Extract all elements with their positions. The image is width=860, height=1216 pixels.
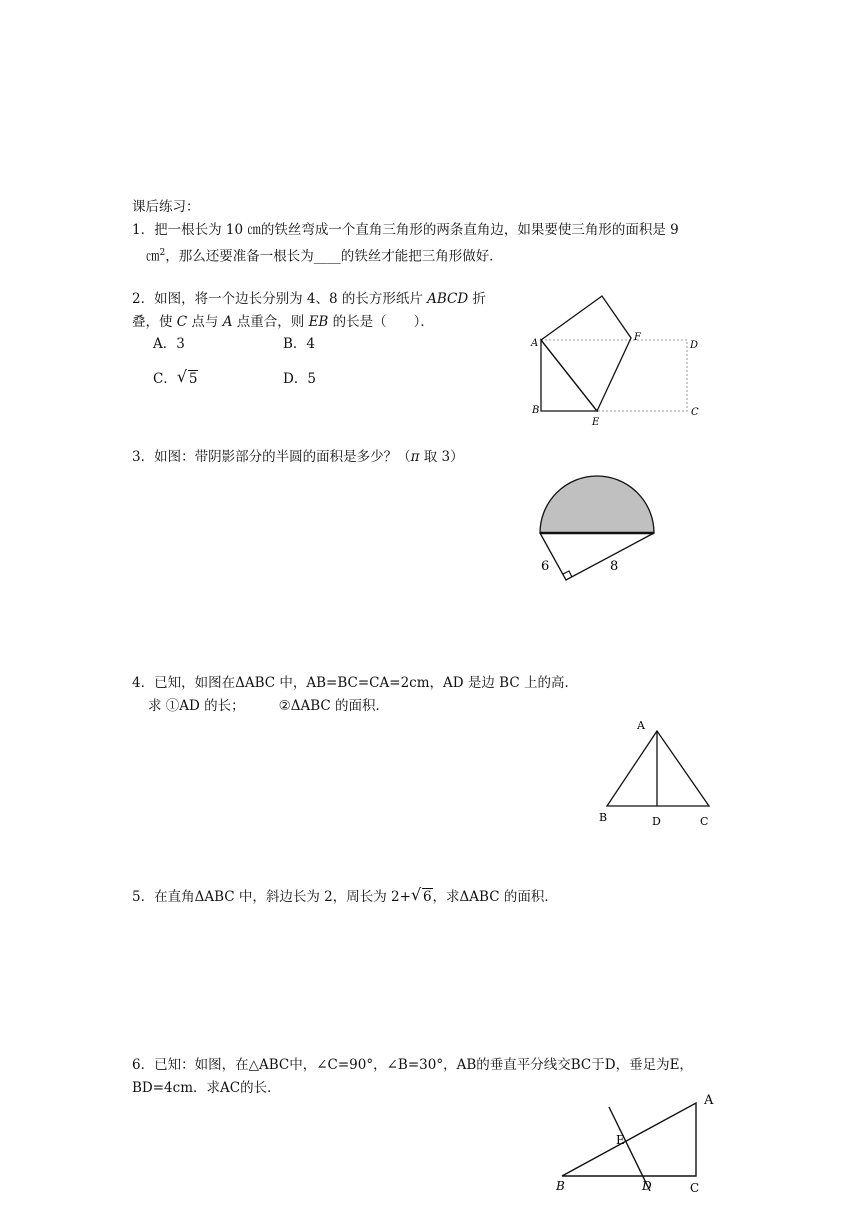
q2-option-d: D．5 (283, 371, 316, 387)
q1-line1: 1．把一根长为 10 ㎝的铁丝弯成一个直角三角形的两条直角边，如果要使三角形的面积是 9 (132, 222, 679, 238)
q4-line2 (148, 697, 389, 715)
right-triangle (540, 533, 654, 580)
q2-option-a: A．3 (153, 336, 185, 352)
q1-unit-exponent: 2 (159, 248, 166, 258)
q2-line2-text-2: 点与 (187, 314, 223, 330)
q2-option-b: B．4 (283, 336, 316, 352)
label-d: D (652, 815, 661, 828)
pi-symbol: π (410, 449, 420, 465)
label-c: C (700, 815, 709, 828)
q3-text-main: 3．如图：带阴影部分的半圆的面积是多少？（ (132, 449, 411, 465)
q2-line1-text: 2．如图，将一个边长分别为 4、8 的长方形纸片 (132, 291, 428, 307)
sqrt-symbol: √ 6 (410, 885, 432, 905)
label-c: C (691, 407, 699, 418)
label-f: F (634, 332, 641, 343)
q2-segment-eb: EB (308, 314, 329, 330)
label-a: A (704, 1093, 714, 1108)
q2-option-c-radicand: 5 (188, 371, 198, 387)
q2-point-a: A (222, 314, 233, 330)
q5-text-end: ，求ΔABC 的面积． (432, 889, 558, 905)
q2-figure (528, 290, 708, 430)
q3-text (132, 448, 464, 466)
triangle-abc (562, 1103, 696, 1176)
label-c: C (690, 1181, 700, 1195)
label-a: A (531, 338, 539, 349)
q2-point-c: C (176, 314, 188, 330)
q5-text (132, 885, 558, 906)
label-e: E (592, 417, 600, 428)
q4-part-2: ②ΔABC 的面积． (278, 698, 390, 714)
q1-line2-rest: ，那么还要准备一根长为____的铁丝才能把三角形做好． (165, 248, 503, 265)
q6-line2: BD=4cm．求AC的长． (132, 1080, 281, 1096)
q6-figure (550, 1086, 725, 1201)
q2-line2-text-3: 点重合，则 (232, 314, 309, 330)
q6-line1: 6．已知：如图，在△ABC中，∠C=90°，∠B=30°，AB的垂直平分线交BC于D，垂足为E， (132, 1057, 693, 1073)
q4-line1 (132, 674, 578, 692)
sqrt-symbol: √ 5 (176, 367, 198, 387)
q5-text-main: 5．在直角ΔABC 中，斜边长为 2，周长为 2+ (132, 889, 411, 905)
q1-unit: ㎝ (146, 248, 160, 265)
q1-line2 (146, 244, 503, 266)
q4-part-1: 求 ①AD 的长； (148, 698, 245, 714)
q4-figure (596, 715, 721, 835)
q2-rect-name: ABCD (427, 291, 469, 307)
heading: 课后练习： (132, 199, 200, 215)
label-d: D (642, 1179, 652, 1193)
folded-part (541, 296, 631, 411)
label-e: E (616, 1133, 625, 1147)
leg-label-8: 8 (610, 559, 619, 574)
q2-line2-end: 的长是（ ）． (328, 314, 434, 330)
leg-label-6: 6 (541, 559, 550, 574)
label-b: B (556, 1179, 565, 1193)
q2-option-c (153, 367, 198, 388)
q2-line2 (132, 313, 434, 331)
q5-radicand: 6 (422, 889, 432, 905)
label-b: B (599, 811, 608, 824)
q2-line2-text: 叠，使 (132, 314, 177, 330)
shaded-semicircle (540, 476, 654, 533)
label-b: B (532, 405, 540, 416)
q2-option-c-prefix: C． (153, 371, 177, 387)
label-a: A (637, 719, 645, 732)
q4-line1-text: ．已知，如图在ΔABC 中，AB=BC=CA=2cm，AD 是边 BC 上的高． (140, 675, 578, 691)
q3-figure (530, 470, 670, 590)
label-d: D (690, 340, 699, 351)
q2-line1-end: 折 (468, 291, 487, 307)
q2-line1 (132, 290, 486, 308)
q4-number: 4 (132, 675, 141, 691)
equilateral-triangle (607, 731, 709, 806)
q3-text-end: 取 3） (419, 449, 464, 465)
